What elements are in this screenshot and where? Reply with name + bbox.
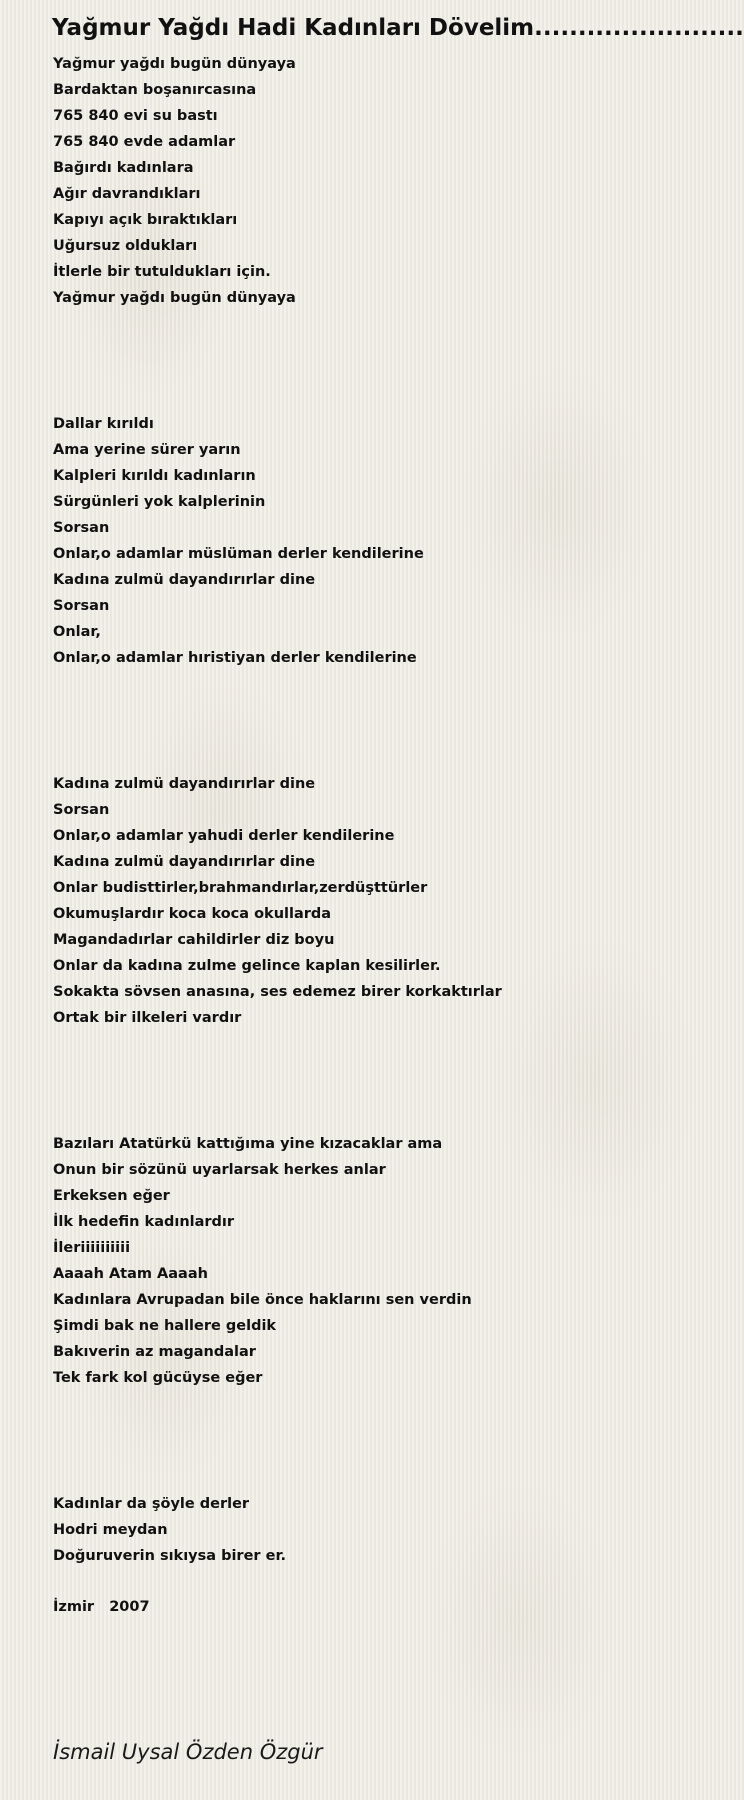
poem-line: Onlar,o adamlar müslüman derler kendilerine: [53, 546, 424, 562]
poem-line: 765 840 evde adamlar: [53, 134, 236, 150]
poem-line: Okumuşlardır koca koca okullarda: [53, 906, 332, 922]
poem-line: Aaaah Atam Aaaah: [53, 1266, 208, 1282]
poem-line: Sorsan: [53, 598, 110, 614]
poem-line: Kapıyı açık bıraktıkları: [53, 212, 238, 228]
poem-line: Tek fark kol gücüyse eğer: [53, 1370, 263, 1386]
poem-line: Kadınlara Avrupadan bile önce haklarını sen verdin: [53, 1292, 472, 1308]
stanza-2: [53, 411, 633, 671]
stanza-gap: [53, 671, 633, 771]
poem-line: Sokakta sövsen anasına, ses edemez birer korkaktırlar: [53, 984, 502, 1000]
poem-line: Bağırdı kadınlara: [53, 160, 194, 176]
poem-line: Ama yerine sürer yarın: [53, 442, 241, 458]
poem-line: Kalpleri kırıldı kadınların: [53, 468, 256, 484]
poem-line: Sürgünleri yok kalplerinin: [53, 494, 266, 510]
poem-line: Dallar kırıldı: [53, 416, 154, 432]
stanza-4: [53, 1131, 633, 1391]
poem-line: Onlar budisttirler,brahmandırlar,zerdüşttürler: [53, 880, 428, 896]
poem-line: Hodri meydan: [53, 1522, 168, 1538]
poem-line: Bardaktan boşanırcasına: [53, 82, 257, 98]
poem-line: Kadınlar da şöyle derler: [53, 1496, 250, 1512]
poem-line: Sorsan: [53, 802, 110, 818]
poem-line: Kadına zulmü dayandırırlar dine: [53, 854, 316, 870]
poem-line: Onun bir sözünü uyarlarsak herkes anlar: [53, 1162, 386, 1178]
poem-line: Kadına zulmü dayandırırlar dine: [53, 572, 316, 588]
poem-line: Onlar,o adamlar yahudi derler kendilerine: [53, 828, 395, 844]
poem-line: Ağır davrandıkları: [53, 186, 201, 202]
poem-line: İleriiiiiiiiii: [53, 1240, 131, 1256]
poem-line: Ortak bir ilkeleri vardır: [53, 1010, 242, 1026]
stanza-gap: [53, 1391, 633, 1491]
poem-line: Onlar,: [53, 624, 101, 640]
poem-line: İlk hedefin kadınlardır: [53, 1214, 235, 1230]
stanza-1: [53, 51, 633, 311]
poem-line: İtlerle bir tutuldukları için.: [53, 264, 271, 280]
poem-body: [53, 51, 633, 1569]
poem-line: Yağmur yağdı bugün dünyaya: [53, 290, 296, 306]
poem-line: Onlar,o adamlar hıristiyan derler kendilerine: [53, 650, 417, 666]
poem-line: Uğursuz oldukları: [53, 238, 198, 254]
poem-line: Erkeksen eğer: [53, 1188, 170, 1204]
place-date: İzmir 2007: [53, 1599, 150, 1615]
stanza-3: [53, 771, 633, 1031]
poem-line: Magandadırlar cahildirler diz boyu: [53, 932, 335, 948]
poem-line: Onlar da kadına zulme gelince kaplan kesilirler.: [53, 958, 441, 974]
stanza-5: [53, 1491, 633, 1569]
poem-line: Bazıları Atatürkü kattığıma yine kızacaklar ama: [53, 1136, 443, 1152]
poem-line: Kadına zulmü dayandırırlar dine: [53, 776, 316, 792]
stanza-gap: [53, 1031, 633, 1131]
poem-line: Şimdi bak ne hallere geldik: [53, 1318, 277, 1334]
author-name: İsmail Uysal Özden Özgür: [53, 1740, 323, 1764]
poem-line: Sorsan: [53, 520, 110, 536]
poem-line: Yağmur yağdı bugün dünyaya: [53, 56, 296, 72]
poem-title: Yağmur Yağdı Hadi Kadınları Dövelim........................: [52, 15, 744, 41]
poem-line: Bakıverin az magandalar: [53, 1344, 256, 1360]
stanza-gap: [53, 311, 633, 411]
poem-line: Doğuruverin sıkıysa birer er.: [53, 1548, 287, 1564]
poem-line: 765 840 evi su bastı: [53, 108, 218, 124]
